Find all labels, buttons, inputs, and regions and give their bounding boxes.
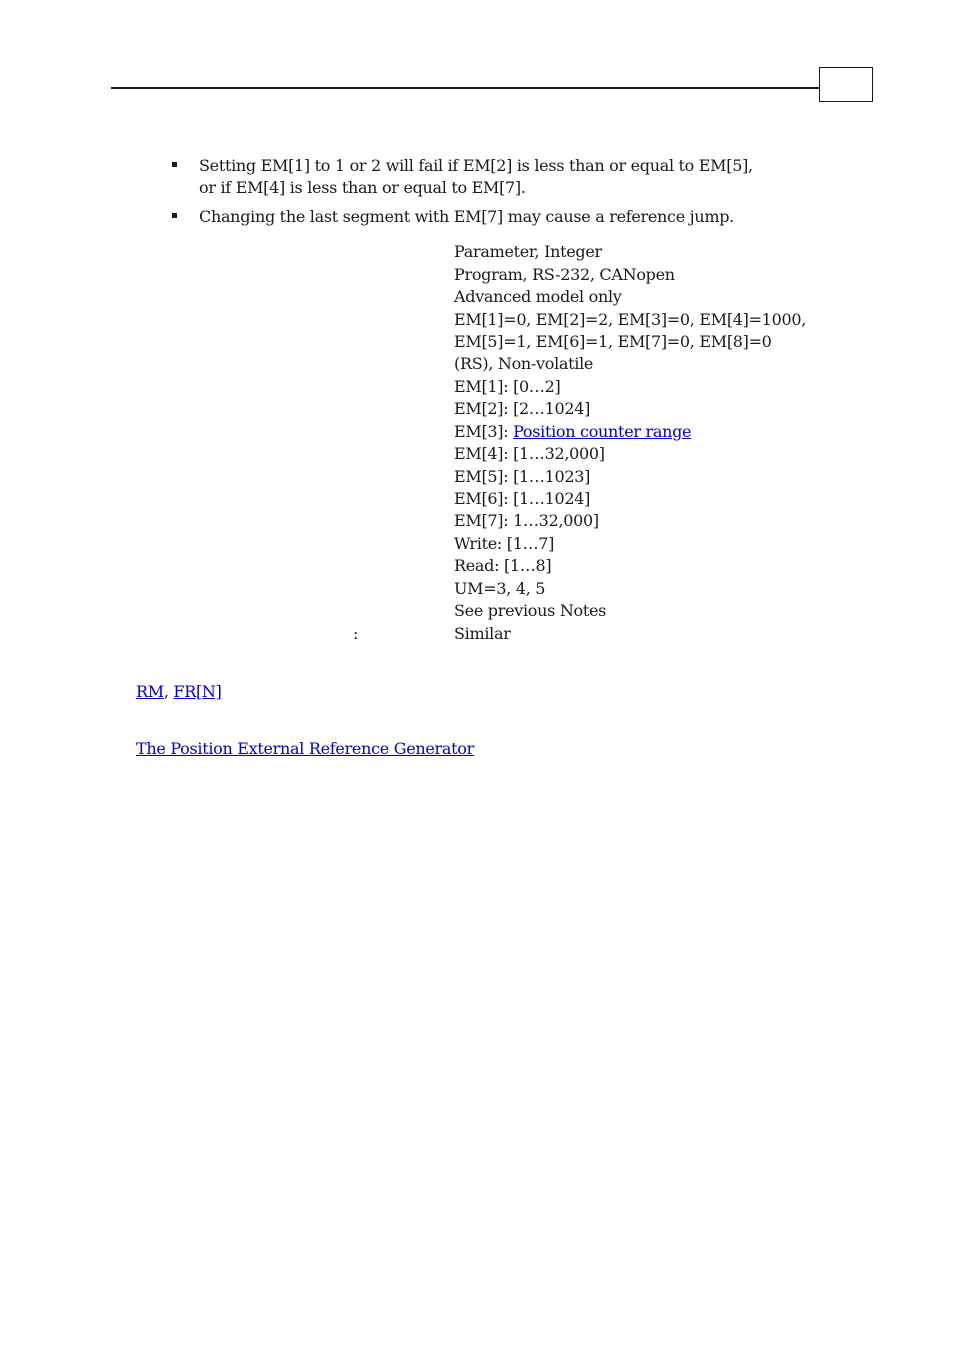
attr-range-em3-prefix: EM[3]: [454,422,514,441]
attr-volatility: (RS), Non-volatile [454,354,594,373]
note-1-line-1: Setting EM[1] to 1 or 2 will fail if EM[2] is less than or equal to EM[5], [199,156,753,175]
attr-type: Parameter, Integer [454,242,602,261]
see-also-separator: , [163,682,174,701]
attr-source: Program, RS-232, CANopen [454,265,675,284]
attr-range-em3 [454,421,691,443]
attr-range-em7: EM[7]: 1…32,000] [454,511,599,530]
attr-index-read: Read: [1…8] [454,556,552,575]
rm-link[interactable]: RM [136,682,164,701]
attr-unit-mode: UM=3, 4, 5 [454,579,546,598]
reference-links [136,738,474,760]
attr-restrictions: Advanced model only [454,287,622,306]
attr-range-em4: EM[4]: [1…32,000] [454,444,605,463]
header-rule [111,87,819,89]
bullet-icon [172,162,177,167]
attr-index-write: Write: [1…7] [454,534,555,553]
note-1-line-2: or if EM[4] is less than or equal to EM[7]. [199,178,526,197]
attr-default-line-1: EM[1]=0, EM[2]=2, EM[3]=0, EM[4]=1000, [454,310,806,329]
attr-compatibility: Similar [454,624,511,643]
fr-n-link[interactable]: FR[N] [173,682,222,701]
page-number-box [819,67,873,102]
attr-compatibility-colon: : [353,624,359,643]
attr-range-em5: EM[5]: [1…1023] [454,467,591,486]
attr-range-em6: EM[6]: [1…1024] [454,489,591,508]
attr-range-em2: EM[2]: [2…1024] [454,399,591,418]
attr-range-em1: EM[1]: [0…2] [454,377,561,396]
bullet-icon [172,213,177,218]
see-also-links [136,681,222,703]
position-counter-range-link[interactable]: Position counter range [513,422,692,441]
attr-activation: See previous Notes [454,601,607,620]
attr-default-line-2: EM[5]=1, EM[6]=1, EM[7]=0, EM[8]=0 [454,332,772,351]
note-2-line-1: Changing the last segment with EM[7] may cause a reference jump. [199,207,734,226]
position-external-reference-generator-link[interactable]: The Position External Reference Generator [136,739,474,758]
